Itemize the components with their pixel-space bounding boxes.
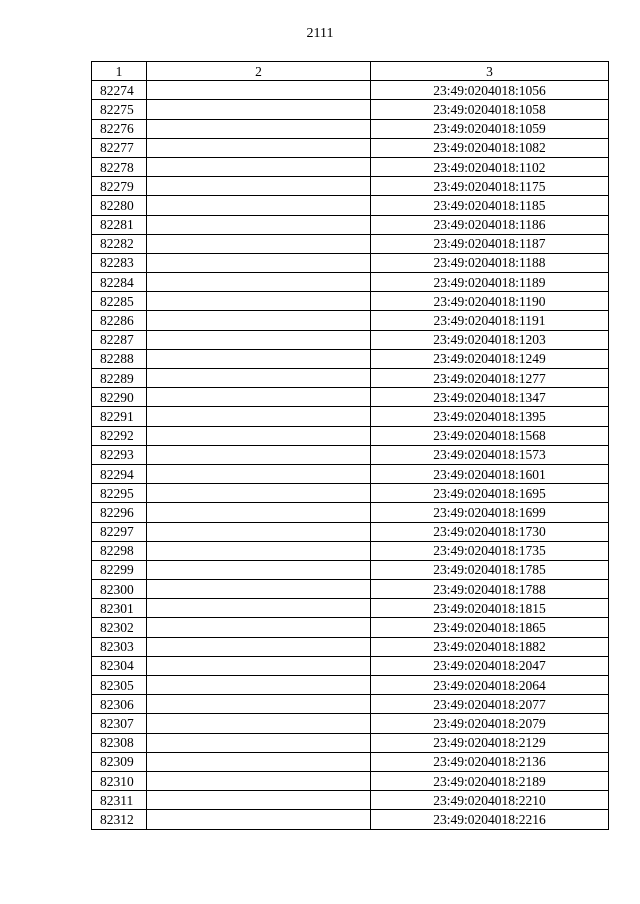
cadastral-number-cell: 23:49:0204018:1187	[371, 234, 609, 253]
cadastral-number-cell: 23:49:0204018:2189	[371, 771, 609, 790]
empty-cell	[147, 234, 371, 253]
table-row	[92, 138, 609, 157]
table-row	[92, 714, 609, 733]
empty-cell	[147, 407, 371, 426]
row-number-cell: 82280	[92, 196, 147, 215]
empty-cell	[147, 771, 371, 790]
empty-cell	[147, 560, 371, 579]
cadastral-number-cell: 23:49:0204018:1059	[371, 119, 609, 138]
cadastral-number-cell: 23:49:0204018:1601	[371, 464, 609, 483]
empty-cell	[147, 215, 371, 234]
empty-cell	[147, 119, 371, 138]
empty-cell	[147, 484, 371, 503]
empty-cell	[147, 330, 371, 349]
row-number-cell: 82292	[92, 426, 147, 445]
table-row	[92, 311, 609, 330]
empty-cell	[147, 656, 371, 675]
row-number-cell: 82297	[92, 522, 147, 541]
cadastral-number-cell: 23:49:0204018:1573	[371, 445, 609, 464]
row-number-cell: 82310	[92, 771, 147, 790]
cadastral-number-cell: 23:49:0204018:1249	[371, 349, 609, 368]
row-number-cell: 82285	[92, 292, 147, 311]
table-row	[92, 119, 609, 138]
cadastral-number-cell: 23:49:0204018:2064	[371, 676, 609, 695]
cadastral-number-cell: 23:49:0204018:1395	[371, 407, 609, 426]
cadastral-number-cell: 23:49:0204018:1188	[371, 253, 609, 272]
cadastral-number-cell: 23:49:0204018:1190	[371, 292, 609, 311]
row-number-cell: 82289	[92, 369, 147, 388]
table-row	[92, 656, 609, 675]
row-number-cell: 82302	[92, 618, 147, 637]
empty-cell	[147, 522, 371, 541]
empty-cell	[147, 618, 371, 637]
cadastral-number-cell: 23:49:0204018:1695	[371, 484, 609, 503]
cadastral-number-cell: 23:49:0204018:1175	[371, 177, 609, 196]
table-row	[92, 369, 609, 388]
header-row	[92, 62, 609, 81]
empty-cell	[147, 637, 371, 656]
table-row	[92, 81, 609, 100]
cadastral-number-cell: 23:49:0204018:1185	[371, 196, 609, 215]
table-row	[92, 580, 609, 599]
row-number-cell: 82309	[92, 752, 147, 771]
table-row	[92, 695, 609, 714]
row-number-cell: 82305	[92, 676, 147, 695]
table-row	[92, 522, 609, 541]
empty-cell	[147, 349, 371, 368]
empty-cell	[147, 81, 371, 100]
cadastral-number-cell: 23:49:0204018:2079	[371, 714, 609, 733]
table-row	[92, 445, 609, 464]
cadastral-number-cell: 23:49:0204018:1058	[371, 100, 609, 119]
empty-cell	[147, 426, 371, 445]
row-number-cell: 82282	[92, 234, 147, 253]
row-number-cell: 82278	[92, 157, 147, 176]
table-row	[92, 484, 609, 503]
row-number-cell: 82279	[92, 177, 147, 196]
cadastral-number-cell: 23:49:0204018:2210	[371, 791, 609, 810]
row-number-cell: 82274	[92, 81, 147, 100]
table-row	[92, 407, 609, 426]
cadastral-number-cell: 23:49:0204018:1865	[371, 618, 609, 637]
row-number-cell: 82277	[92, 138, 147, 157]
row-number-cell: 82291	[92, 407, 147, 426]
cadastral-number-cell: 23:49:0204018:1788	[371, 580, 609, 599]
row-number-cell: 82304	[92, 656, 147, 675]
row-number-cell: 82308	[92, 733, 147, 752]
cadastral-number-cell: 23:49:0204018:2077	[371, 695, 609, 714]
table-row	[92, 426, 609, 445]
table-body	[92, 81, 609, 829]
row-number-cell: 82306	[92, 695, 147, 714]
cadastral-number-cell: 23:49:0204018:1347	[371, 388, 609, 407]
row-number-cell: 82287	[92, 330, 147, 349]
row-number-cell: 82307	[92, 714, 147, 733]
empty-cell	[147, 714, 371, 733]
cadastral-number-cell: 23:49:0204018:1815	[371, 599, 609, 618]
empty-cell	[147, 733, 371, 752]
table-header	[92, 62, 609, 81]
row-number-cell: 82298	[92, 541, 147, 560]
cadastral-number-cell: 23:49:0204018:1056	[371, 81, 609, 100]
empty-cell	[147, 369, 371, 388]
cadastral-number-cell: 23:49:0204018:1785	[371, 560, 609, 579]
table-row	[92, 273, 609, 292]
table-row	[92, 676, 609, 695]
empty-cell	[147, 676, 371, 695]
row-number-cell: 82301	[92, 599, 147, 618]
empty-cell	[147, 503, 371, 522]
table-row	[92, 599, 609, 618]
empty-cell	[147, 445, 371, 464]
cadastral-number-cell: 23:49:0204018:1568	[371, 426, 609, 445]
row-number-cell: 82284	[92, 273, 147, 292]
row-number-cell: 82286	[92, 311, 147, 330]
row-number-cell: 82311	[92, 791, 147, 810]
cadastral-number-cell: 23:49:0204018:1186	[371, 215, 609, 234]
table-row	[92, 330, 609, 349]
cadastral-number-cell: 23:49:0204018:2047	[371, 656, 609, 675]
table-row	[92, 253, 609, 272]
table-row	[92, 464, 609, 483]
cadastral-number-cell: 23:49:0204018:1102	[371, 157, 609, 176]
table-row	[92, 560, 609, 579]
empty-cell	[147, 599, 371, 618]
row-number-cell: 82312	[92, 810, 147, 829]
row-number-cell: 82283	[92, 253, 147, 272]
empty-cell	[147, 810, 371, 829]
table-row	[92, 791, 609, 810]
row-number-cell: 82290	[92, 388, 147, 407]
table-row	[92, 349, 609, 368]
row-number-cell: 82281	[92, 215, 147, 234]
registry-table	[91, 61, 609, 830]
empty-cell	[147, 100, 371, 119]
table-row	[92, 771, 609, 790]
cadastral-number-cell: 23:49:0204018:1277	[371, 369, 609, 388]
column-header-1: 1	[92, 62, 147, 81]
empty-cell	[147, 138, 371, 157]
cadastral-number-cell: 23:49:0204018:1699	[371, 503, 609, 522]
empty-cell	[147, 196, 371, 215]
empty-cell	[147, 177, 371, 196]
cadastral-number-cell: 23:49:0204018:1082	[371, 138, 609, 157]
empty-cell	[147, 695, 371, 714]
column-header-3: 3	[371, 62, 609, 81]
empty-cell	[147, 580, 371, 599]
empty-cell	[147, 791, 371, 810]
table-row	[92, 196, 609, 215]
row-number-cell: 82303	[92, 637, 147, 656]
table-row	[92, 100, 609, 119]
table-row	[92, 637, 609, 656]
empty-cell	[147, 752, 371, 771]
cadastral-number-cell: 23:49:0204018:1189	[371, 273, 609, 292]
page-number: 2111	[306, 26, 334, 41]
table-row	[92, 810, 609, 829]
table-row	[92, 157, 609, 176]
table-row	[92, 388, 609, 407]
row-number-cell: 82275	[92, 100, 147, 119]
row-number-cell: 82299	[92, 560, 147, 579]
empty-cell	[147, 388, 371, 407]
cadastral-number-cell: 23:49:0204018:1191	[371, 311, 609, 330]
table-row	[92, 733, 609, 752]
cadastral-number-cell: 23:49:0204018:1882	[371, 637, 609, 656]
table-row	[92, 292, 609, 311]
empty-cell	[147, 311, 371, 330]
row-number-cell: 82300	[92, 580, 147, 599]
table-row	[92, 541, 609, 560]
cadastral-number-cell: 23:49:0204018:2129	[371, 733, 609, 752]
table-row	[92, 618, 609, 637]
row-number-cell: 82288	[92, 349, 147, 368]
table-row	[92, 752, 609, 771]
cadastral-number-cell: 23:49:0204018:2136	[371, 752, 609, 771]
cadastral-number-cell: 23:49:0204018:2216	[371, 810, 609, 829]
empty-cell	[147, 273, 371, 292]
empty-cell	[147, 541, 371, 560]
table-row	[92, 177, 609, 196]
table-row	[92, 215, 609, 234]
row-number-cell: 82295	[92, 484, 147, 503]
empty-cell	[147, 292, 371, 311]
row-number-cell: 82296	[92, 503, 147, 522]
row-number-cell: 82276	[92, 119, 147, 138]
empty-cell	[147, 157, 371, 176]
empty-cell	[147, 464, 371, 483]
table-row	[92, 503, 609, 522]
cadastral-number-cell: 23:49:0204018:1203	[371, 330, 609, 349]
column-header-2: 2	[147, 62, 371, 81]
row-number-cell: 82294	[92, 464, 147, 483]
cadastral-number-cell: 23:49:0204018:1735	[371, 541, 609, 560]
empty-cell	[147, 253, 371, 272]
table-row	[92, 234, 609, 253]
row-number-cell: 82293	[92, 445, 147, 464]
cadastral-number-cell: 23:49:0204018:1730	[371, 522, 609, 541]
